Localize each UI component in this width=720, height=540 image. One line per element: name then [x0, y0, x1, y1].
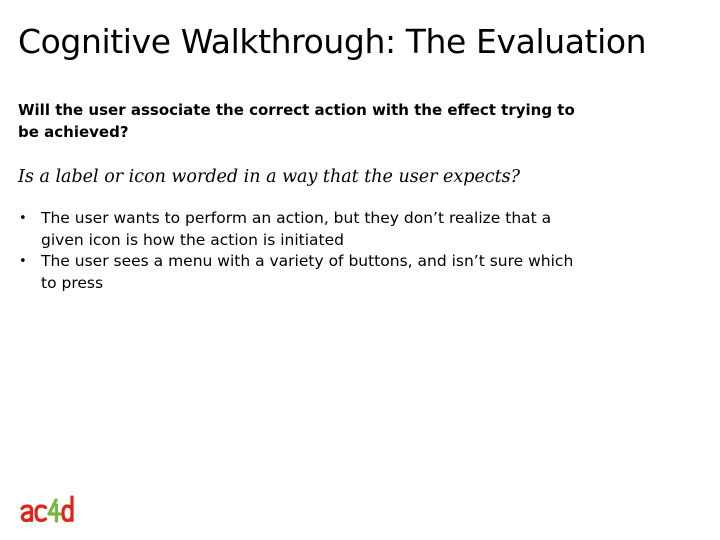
evaluation-subquestion: Is a label or icon worded in a way that the user expects? — [18, 167, 520, 187]
logo-letter-a — [22, 506, 32, 521]
bullet-marker-icon: • — [19, 254, 27, 269]
logo-letter-d — [63, 497, 72, 521]
logo-letter-c — [36, 506, 46, 521]
bullet-text: The user sees a menu with a variety of buttons, and isn’t sure which to press — [41, 252, 574, 292]
bullet-list — [18, 208, 578, 294]
ac4d-logo — [19, 494, 79, 528]
bullet-marker-icon: • — [19, 211, 27, 226]
bullet-item — [18, 208, 578, 251]
bullet-item — [18, 251, 578, 294]
slide-title: Cognitive Walkthrough: The Evaluation — [18, 22, 647, 61]
evaluation-question: Will the user associate the correct action with the effect trying to be achieved? — [18, 101, 575, 141]
logo-digit-4 — [49, 500, 60, 521]
bullet-text: The user wants to perform an action, but they don’t realize that a given icon is how the action is initiated — [41, 209, 552, 249]
